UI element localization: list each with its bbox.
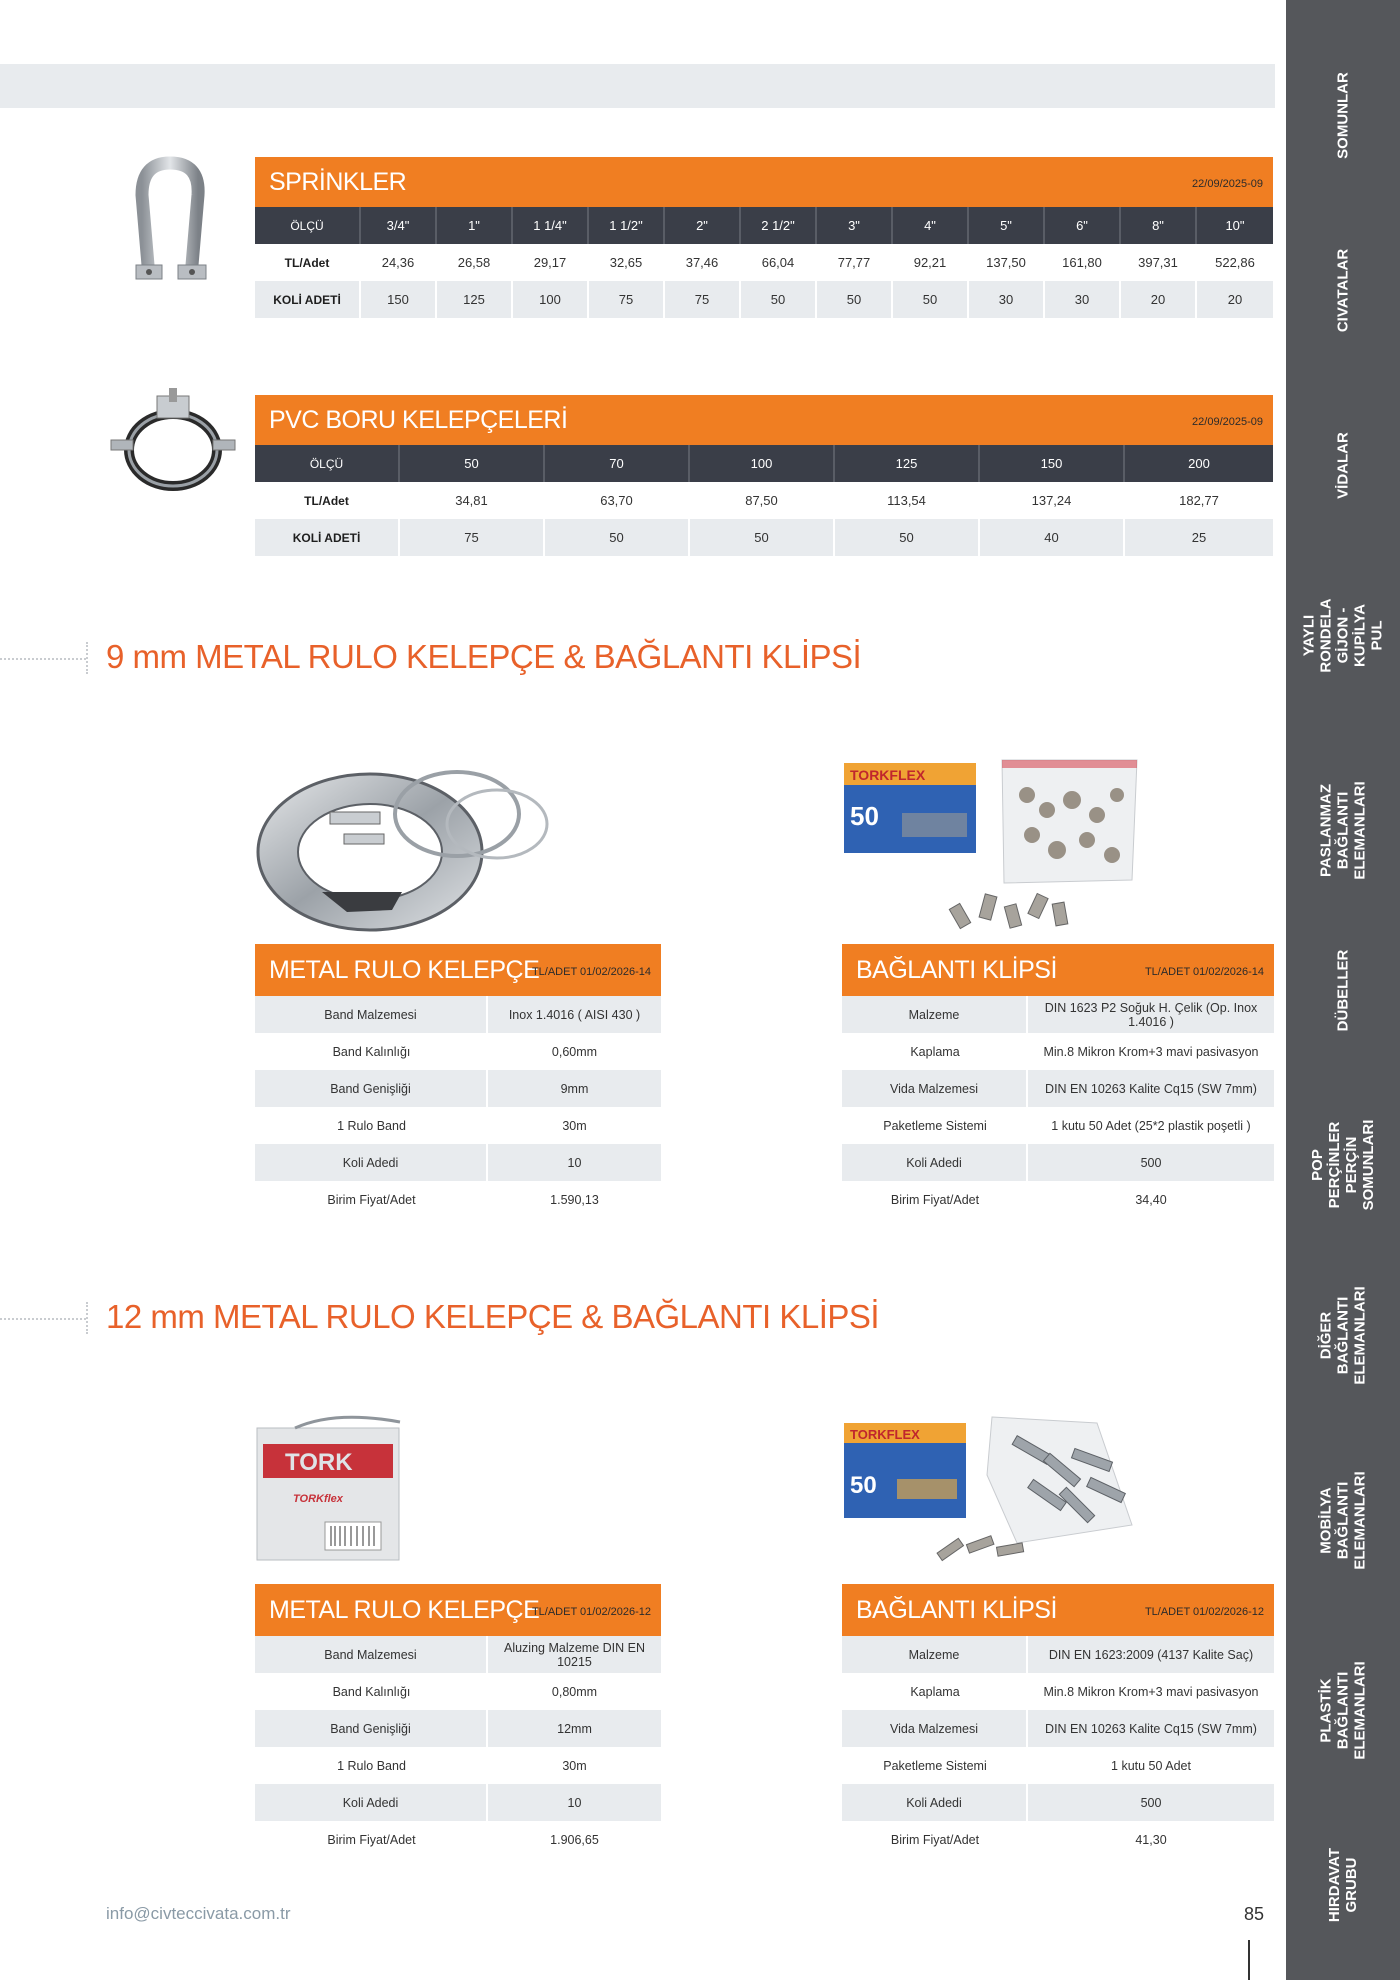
top-band — [0, 64, 1275, 108]
spec-value: 10 — [567, 1795, 582, 1810]
footer-email-link[interactable]: info@civteccivata.com.tr — [106, 1904, 291, 1923]
box-cell: 20 — [1121, 281, 1197, 318]
sprinkler-price-table — [255, 157, 1273, 318]
spec-row — [255, 1107, 661, 1144]
spec-header — [255, 1584, 661, 1636]
spec-key: Birim Fiyat/Adet — [327, 1832, 416, 1847]
spec-value: 500 — [1140, 1155, 1162, 1170]
spec-row — [255, 1636, 661, 1673]
price-cell: 77,77 — [817, 244, 893, 281]
sidebar-item-diger-baglanti[interactable] — [1286, 1260, 1400, 1410]
box-row — [255, 281, 1273, 318]
size-cell: 5" — [969, 207, 1045, 244]
size-row — [255, 445, 1273, 482]
brand-text: TORK — [285, 1449, 353, 1476]
spec-row — [255, 1144, 661, 1181]
spec-header — [255, 944, 661, 996]
size-cell: 2 1/2" — [741, 207, 817, 244]
box-cell: 100 — [513, 281, 589, 318]
size-cell: 3" — [817, 207, 893, 244]
spec-row — [842, 1636, 1274, 1673]
price-cell: 397,31 — [1121, 244, 1197, 281]
box-cell: 50 — [741, 281, 817, 318]
box-count-text: 50 — [850, 1472, 877, 1499]
sidebar-item-vidalar[interactable] — [1286, 390, 1400, 540]
spec-value: 1.590,13 — [550, 1192, 599, 1207]
brand-text: TORKFLEX — [850, 767, 926, 783]
box-cell: 25 — [1191, 530, 1207, 545]
spec-row — [842, 996, 1274, 1033]
spec-price-date: TL/ADET 01/02/2026-14 — [1144, 966, 1264, 978]
spec-key: Vida Malzemesi — [842, 1710, 1028, 1747]
sub-brand-text: TORKflex — [293, 1493, 343, 1505]
spec-key: 1 Rulo Band — [337, 1118, 406, 1133]
sidebar-item-label: CIVATALAR — [1334, 248, 1352, 332]
spec-row — [842, 1033, 1274, 1070]
price-cell: 92,21 — [893, 244, 969, 281]
box-cell: 125 — [437, 281, 513, 318]
price-row — [255, 482, 1273, 519]
connection-clip-12mm-spec-table — [842, 1584, 1274, 1858]
box-cell: 50 — [690, 519, 835, 556]
size-cell: 1 1/2" — [589, 207, 665, 244]
spec-value: 10 — [567, 1155, 582, 1170]
sidebar-item-hirdavat[interactable] — [1286, 1810, 1400, 1960]
spec-key: 1 Rulo Band — [337, 1758, 406, 1773]
category-sidebar — [1286, 0, 1400, 1980]
section-dotted-line — [0, 658, 86, 660]
size-cell: 125 — [835, 445, 980, 482]
metal-roll-clamp-12mm-spec-table — [255, 1584, 661, 1858]
price-cell: 26,58 — [437, 244, 513, 281]
spec-key: Malzeme — [842, 996, 1028, 1033]
connection-clip-9mm-spec-table — [842, 944, 1274, 1218]
spec-value: Aluzing Malzeme DIN EN 10215 — [503, 1640, 645, 1669]
sidebar-item-label: POP PERÇİNLER PERÇİN SOMUNLARI — [1309, 1119, 1377, 1211]
spec-price-date: TL/ADET 01/02/2026-14 — [531, 966, 651, 978]
table-header — [255, 395, 1273, 445]
spec-value: 1 kutu 50 Adet — [1111, 1758, 1191, 1773]
size-row — [255, 207, 1273, 244]
spec-row — [255, 1784, 661, 1821]
sidebar-item-label: MOBİLYA BAĞLANTI ELEMANLARI — [1317, 1470, 1369, 1570]
spec-row — [842, 1107, 1274, 1144]
spec-key: Birim Fiyat/Adet — [890, 1832, 980, 1847]
spec-value: DIN EN 1623:2009 (4137 Kalite Saç) — [1048, 1647, 1254, 1662]
sidebar-item-civatalar[interactable] — [1286, 215, 1400, 365]
spec-row — [255, 996, 661, 1033]
sidebar-item-label: PLASTİK BAĞLANTI ELEMANLARI — [1317, 1660, 1369, 1760]
price-cell: 29,17 — [513, 244, 589, 281]
size-cell: 1 1/4" — [513, 207, 589, 244]
spec-row — [255, 1070, 661, 1107]
price-cell: 182,77 — [1179, 493, 1219, 508]
box-row — [255, 519, 1273, 556]
spec-key: Band Kalınlığı — [332, 1044, 411, 1059]
spec-value: 500 — [1140, 1795, 1162, 1810]
box-cell: 20 — [1227, 292, 1243, 307]
spec-key: Birim Fiyat/Adet — [890, 1192, 980, 1207]
spec-row — [255, 1181, 661, 1218]
connection-clip-box-image — [842, 1415, 1142, 1580]
page-number-rule — [1248, 1940, 1250, 1980]
box-cell: 75 — [400, 519, 545, 556]
size-cell: 70 — [545, 445, 690, 482]
spec-row — [842, 1181, 1274, 1218]
spec-row — [255, 1747, 661, 1784]
spec-value: DIN EN 10263 Kalite Cq15 (SW 7mm) — [1045, 1721, 1257, 1736]
size-cell: 4" — [893, 207, 969, 244]
box-cell: 30 — [1045, 281, 1121, 318]
spec-value: 0,80mm — [551, 1684, 598, 1699]
brand-text: TORKFLEX — [850, 1427, 920, 1442]
spec-key: Band Genişliği — [255, 1710, 488, 1747]
sidebar-item-paslanmaz[interactable] — [1286, 755, 1400, 905]
price-cell: 24,36 — [361, 244, 437, 281]
spec-header — [842, 944, 1274, 996]
sidebar-item-label: HIRDAVAT GRUBU — [1326, 1847, 1360, 1923]
spec-value: DIN EN 10263 Kalite Cq15 (SW 7mm) — [1045, 1081, 1257, 1096]
metal-roll-box-image — [255, 1410, 405, 1565]
spec-key: Koli Adedi — [255, 1144, 488, 1181]
sidebar-item-plastik-baglanti[interactable] — [1286, 1635, 1400, 1785]
price-cell: 113,54 — [835, 482, 980, 519]
spec-value: Min.8 Mikron Krom+3 mavi pasivasyon — [1043, 1684, 1259, 1699]
price-cell: 87,50 — [690, 482, 835, 519]
page-number: 85 — [1244, 1904, 1265, 1924]
sidebar-item-yayli-rondela[interactable] — [1286, 560, 1400, 710]
spec-value: 30m — [562, 1758, 587, 1773]
size-cell: 2" — [665, 207, 741, 244]
price-date: 22/09/2025-09 — [1192, 416, 1263, 428]
box-cell: 50 — [817, 281, 893, 318]
sidebar-item-label: SOMUNLAR — [1334, 71, 1352, 159]
spec-key: Koli Adedi — [255, 1784, 488, 1821]
spec-key: Band Genişliği — [255, 1070, 488, 1107]
spec-row — [255, 1821, 661, 1858]
metal-roll-clamp-9mm-spec-table — [255, 944, 661, 1218]
pvc-clamp-price-table — [255, 395, 1273, 556]
spec-key: Band Malzemesi — [255, 1636, 488, 1673]
price-date: 22/09/2025-09 — [1192, 178, 1263, 190]
box-cell: 50 — [545, 519, 690, 556]
price-cell: 137,50 — [969, 244, 1045, 281]
spec-title: METAL RULO KELEPÇE — [269, 1595, 540, 1624]
spec-row — [255, 1673, 661, 1710]
table-title: PVC BORU KELEPÇELERİ — [269, 405, 568, 434]
spec-key: Koli Adedi — [842, 1784, 1028, 1821]
size-cell: 100 — [690, 445, 835, 482]
spec-key: Paketleme Sistemi — [883, 1758, 987, 1773]
sidebar-item-somunlar[interactable] — [1286, 40, 1400, 190]
spec-header — [842, 1584, 1274, 1636]
spec-value: 30m — [562, 1118, 587, 1133]
spec-key: Birim Fiyat/Adet — [327, 1192, 416, 1207]
price-row — [255, 244, 1273, 281]
spec-value: Inox 1.4016 ( AISI 430 ) — [508, 1007, 641, 1022]
box-cell: 30 — [969, 281, 1045, 318]
price-label: TL/Adet — [255, 244, 361, 281]
spec-key: Band Malzemesi — [255, 996, 488, 1033]
table-title: SPRİNKLER — [269, 167, 407, 196]
price-label: TL/Adet — [255, 482, 400, 519]
spec-row — [255, 1710, 661, 1747]
box-cell: 75 — [589, 281, 665, 318]
spec-row — [842, 1710, 1274, 1747]
sidebar-item-dubeller[interactable] — [1286, 915, 1400, 1065]
table-header — [255, 157, 1273, 207]
spec-value: DIN 1623 P2 Soğuk H. Çelik (Op. Inox 1.4016 ) — [1044, 1000, 1258, 1029]
spec-key: Koli Adedi — [842, 1144, 1028, 1181]
price-cell: 137,24 — [980, 482, 1125, 519]
box-cell: 50 — [893, 281, 969, 318]
section-dotted-tick — [86, 1302, 88, 1334]
spec-value: 34,40 — [1135, 1192, 1167, 1207]
spec-key: Vida Malzemesi — [842, 1070, 1028, 1107]
spec-value: 1.906,65 — [550, 1832, 599, 1847]
section-title: 12 mm METAL RULO KELEPÇE & BAĞLANTI KLİPSİ — [106, 1298, 880, 1335]
section-dotted-line — [0, 1318, 86, 1320]
spec-value: 0,60mm — [551, 1044, 598, 1059]
size-cell: 3/4" — [361, 207, 437, 244]
size-cell: 50 — [400, 445, 545, 482]
spec-key: Paketleme Sistemi — [883, 1118, 987, 1133]
sidebar-item-label: PASLANMAZ BAĞLANTI ELEMANLARI — [1317, 780, 1369, 880]
price-cell: 66,04 — [741, 244, 817, 281]
spec-value: 9mm — [560, 1081, 589, 1096]
section-title: 9 mm METAL RULO KELEPÇE & BAĞLANTI KLİPSİ — [106, 638, 862, 675]
box-cell: 75 — [665, 281, 741, 318]
sidebar-item-label: YAYLI RONDELA GİJON - KUPİLYA PUL — [1300, 597, 1386, 673]
spec-price-date: TL/ADET 01/02/2026-12 — [1144, 1606, 1264, 1618]
spec-price-date: TL/ADET 01/02/2026-12 — [531, 1606, 651, 1618]
size-cell: 10" — [1225, 218, 1245, 233]
sprinkler-hanger-image — [128, 155, 213, 290]
spec-key: Band Kalınlığı — [332, 1684, 411, 1699]
spec-value: 12mm — [557, 1721, 592, 1736]
spec-key: Kaplama — [910, 1684, 960, 1699]
spec-row — [255, 1033, 661, 1070]
spec-title: METAL RULO KELEPÇE — [269, 955, 540, 984]
price-cell: 63,70 — [545, 482, 690, 519]
box-cell: 50 — [835, 519, 980, 556]
size-cell: 8" — [1121, 207, 1197, 244]
sidebar-item-label: DİĞER BAĞLANTI ELEMANLARI — [1317, 1285, 1369, 1385]
spec-row — [842, 1144, 1274, 1181]
spec-row — [842, 1784, 1274, 1821]
size-label: ÖLÇÜ — [255, 445, 400, 482]
price-cell: 34,81 — [400, 482, 545, 519]
size-cell: 200 — [1188, 456, 1210, 471]
spec-row — [842, 1821, 1274, 1858]
spec-value: Min.8 Mikron Krom+3 mavi pasivasyon — [1043, 1044, 1259, 1059]
box-label: KOLİ ADETİ — [255, 519, 400, 556]
size-cell: 150 — [980, 445, 1125, 482]
box-label: KOLİ ADETİ — [255, 281, 361, 318]
size-cell: 6" — [1045, 207, 1121, 244]
size-label: ÖLÇÜ — [255, 207, 361, 244]
spec-key: Malzeme — [842, 1636, 1028, 1673]
spec-title: BAĞLANTI KLİPSİ — [856, 1595, 1057, 1624]
box-count-text: 50 — [850, 801, 879, 831]
size-cell: 1" — [437, 207, 513, 244]
section-heading-9mm — [0, 638, 1270, 678]
price-cell: 522,86 — [1215, 255, 1255, 270]
sidebar-item-label: VİDALAR — [1334, 431, 1352, 499]
sidebar-item-mobilya-baglanti[interactable] — [1286, 1445, 1400, 1595]
connection-clip-box-image — [842, 755, 1142, 940]
spec-row — [842, 1673, 1274, 1710]
price-cell: 37,46 — [665, 244, 741, 281]
price-cell: 32,65 — [589, 244, 665, 281]
spec-title: BAĞLANTI KLİPSİ — [856, 955, 1057, 984]
box-cell: 40 — [980, 519, 1125, 556]
section-dotted-tick — [86, 642, 88, 674]
section-heading-12mm — [0, 1298, 1270, 1338]
sidebar-item-label: DÜBELLER — [1334, 949, 1352, 1031]
spec-row — [842, 1070, 1274, 1107]
spec-value: 41,30 — [1135, 1832, 1167, 1847]
spec-key: Kaplama — [910, 1044, 960, 1059]
box-cell: 150 — [361, 281, 437, 318]
pvc-pipe-clamp-image — [105, 388, 240, 498]
sidebar-item-pop-percinler[interactable] — [1286, 1090, 1400, 1240]
spec-value: 1 kutu 50 Adet (25*2 plastik poşetli ) — [1051, 1118, 1251, 1133]
spec-row — [842, 1747, 1274, 1784]
price-cell: 161,80 — [1045, 244, 1121, 281]
metal-roll-clamp-image — [252, 742, 557, 937]
